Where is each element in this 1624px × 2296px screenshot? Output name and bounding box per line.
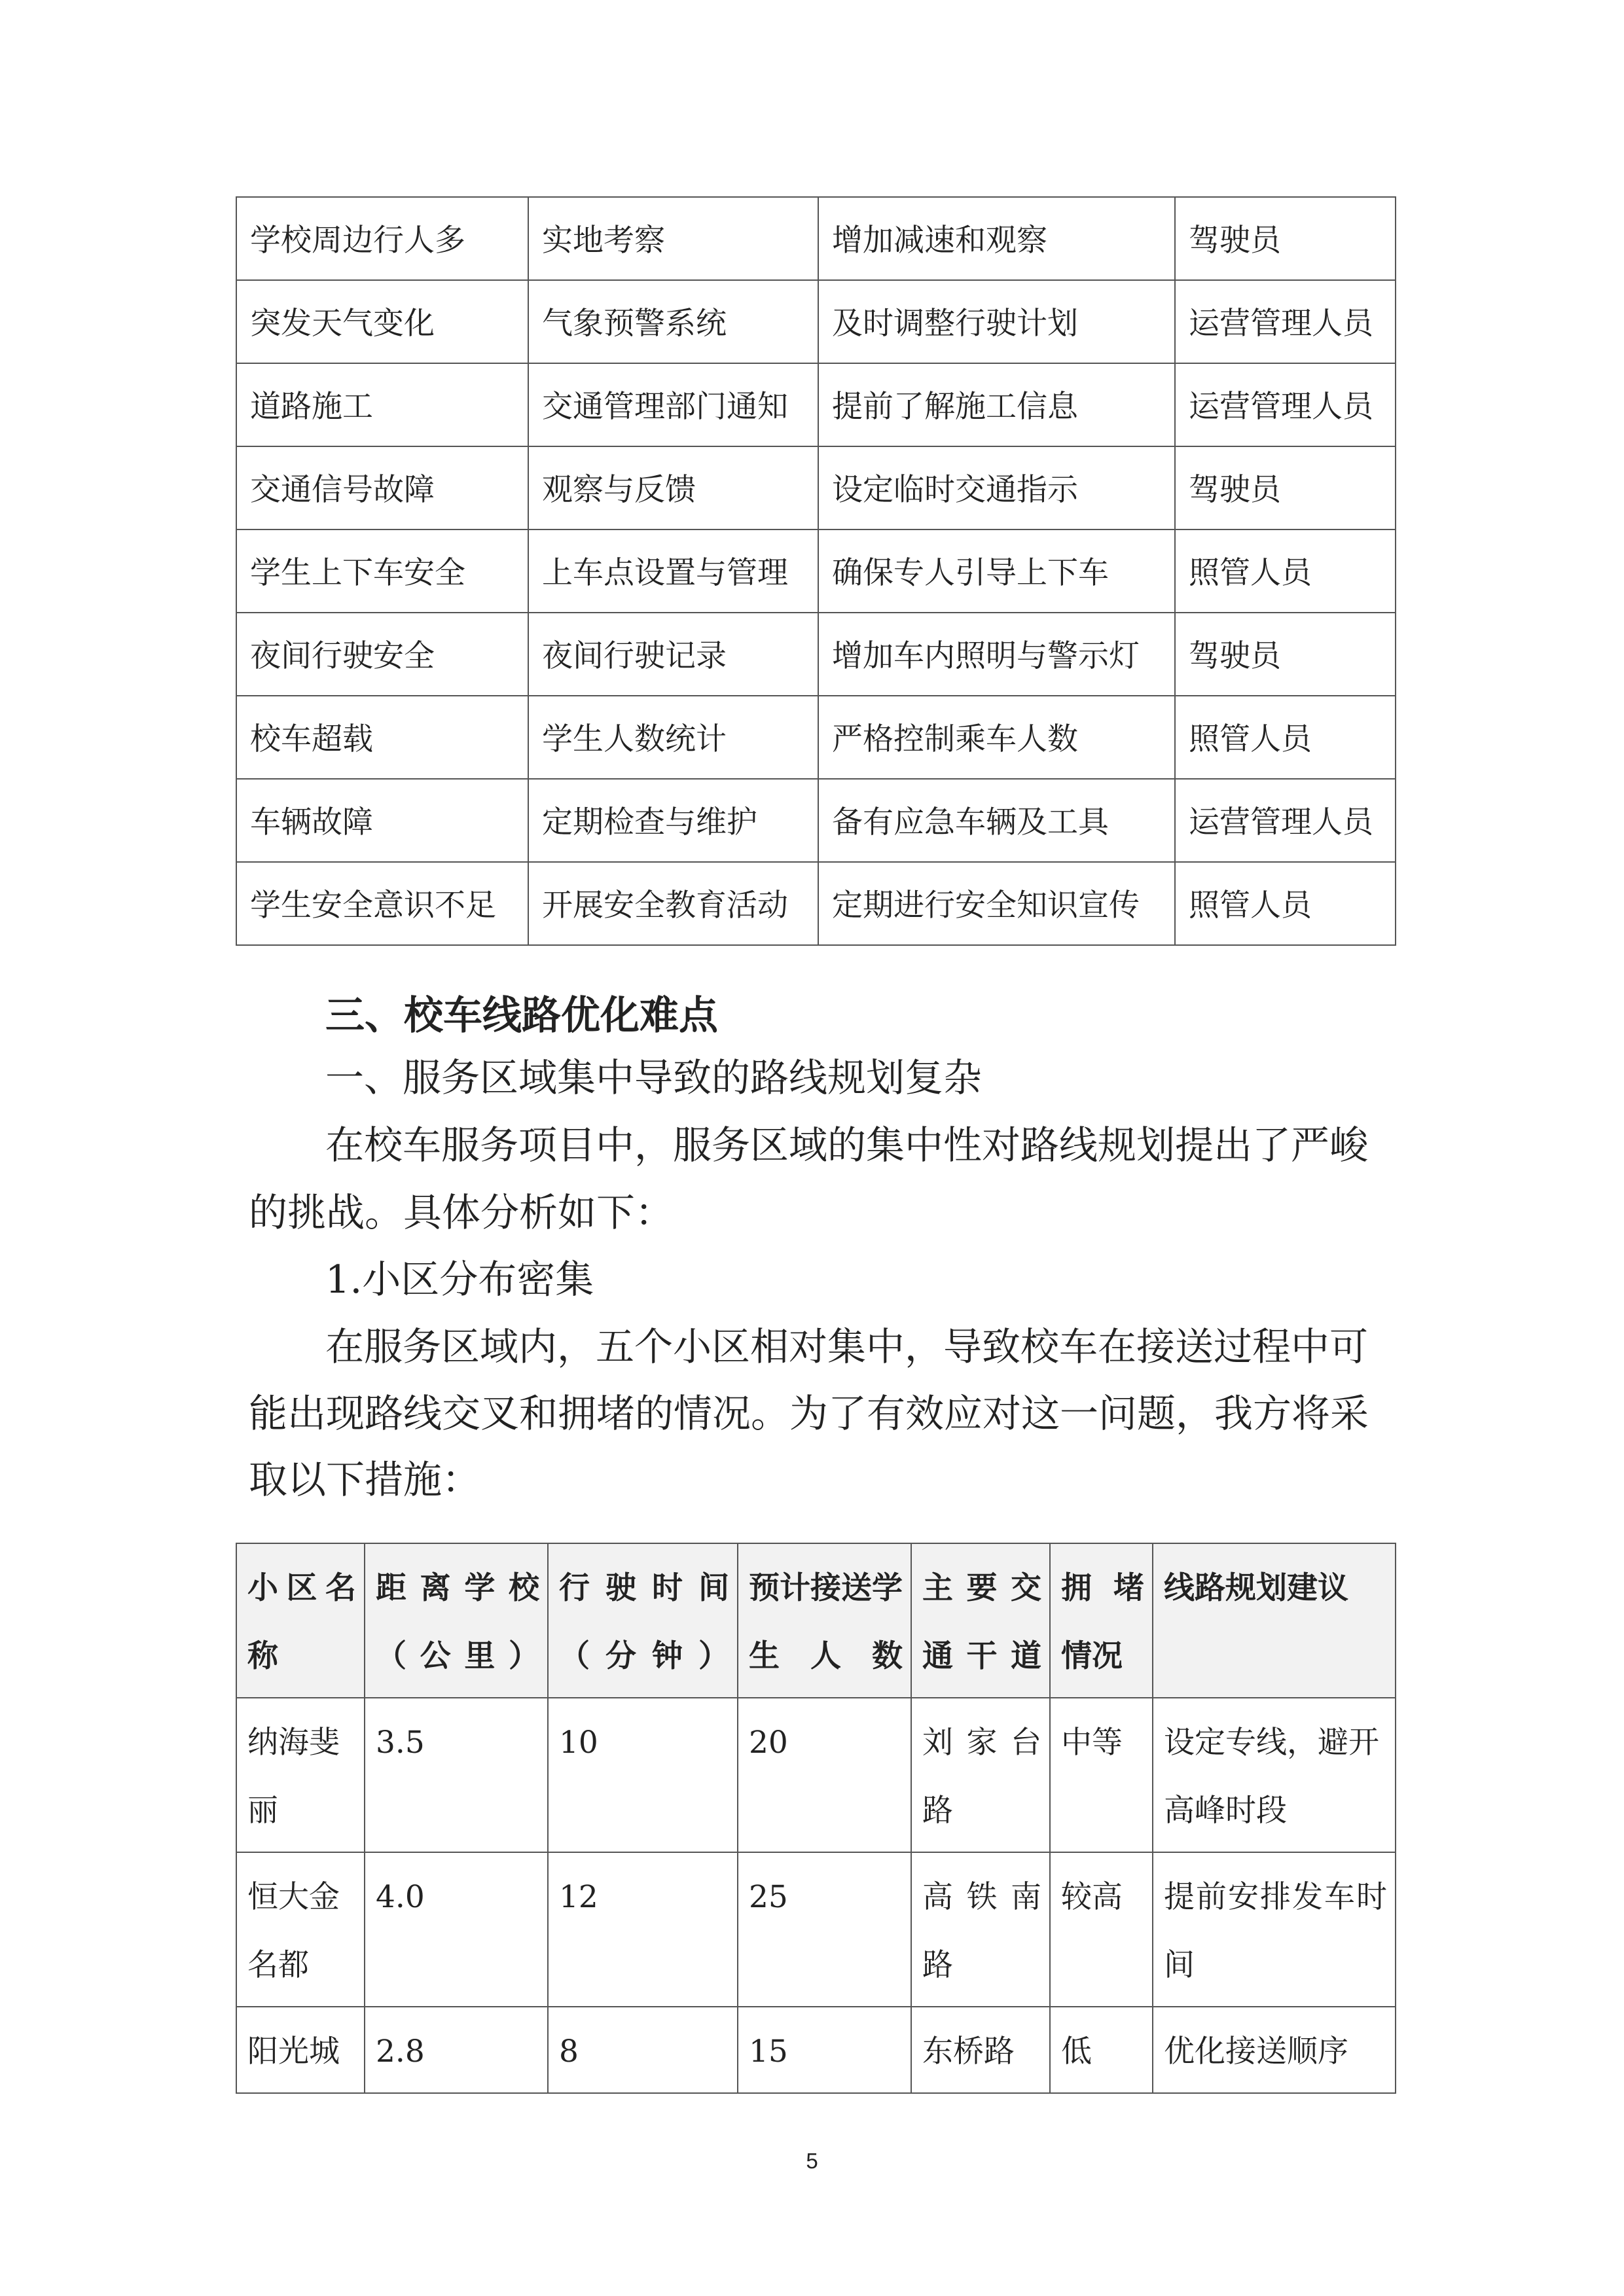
table-cell: 学校周边行人多 xyxy=(236,197,528,280)
column-header: 拥堵情况 xyxy=(1050,1543,1153,1698)
table-row xyxy=(236,1698,1396,1852)
table-cell: 夜间行驶安全 xyxy=(236,613,528,696)
table-cell: 3.5 xyxy=(365,1698,548,1852)
table-cell: 突发天气变化 xyxy=(236,280,528,363)
table-cell: 定期进行安全知识宣传 xyxy=(818,862,1175,945)
table-cell: 纳海斐丽 xyxy=(236,1698,365,1852)
risk-measures-table xyxy=(236,196,1396,946)
table-cell: 驾驶员 xyxy=(1175,446,1396,529)
column-header: 行驶时间（分钟） xyxy=(548,1543,738,1698)
table-row xyxy=(236,446,1396,529)
table-cell: 观察与反馈 xyxy=(528,446,818,529)
list-item-1: 1.小区分布密集 xyxy=(325,1257,594,1302)
table-cell: 照管人员 xyxy=(1175,862,1396,945)
paragraph-2-line-3: 取以下措施： xyxy=(249,1457,481,1502)
table-header-row xyxy=(236,1543,1396,1698)
table-cell: 增加减速和观察 xyxy=(818,197,1175,280)
table-cell: 学生上下车安全 xyxy=(236,529,528,613)
paragraph-1-line-1: 在校车服务项目中，服务区域的集中性对路线规划提出了严峻 xyxy=(325,1122,1369,1168)
table-cell: 较高 xyxy=(1050,1852,1153,2007)
table-cell: 东桥路 xyxy=(911,2007,1050,2093)
paragraph-1-line-2: 的挑战。具体分析如下： xyxy=(249,1190,674,1235)
table-cell: 20 xyxy=(738,1698,911,1852)
table-cell: 高铁南路 xyxy=(911,1852,1050,2007)
table-row xyxy=(236,197,1396,280)
table-cell: 照管人员 xyxy=(1175,529,1396,613)
table-cell: 交通信号故障 xyxy=(236,446,528,529)
table-cell: 定期检查与维护 xyxy=(528,779,818,862)
table-cell: 及时调整行驶计划 xyxy=(818,280,1175,363)
table-cell: 学生安全意识不足 xyxy=(236,862,528,945)
column-header: 线路规划建议 xyxy=(1153,1543,1396,1698)
subsection-title: 一、服务区域集中导致的路线规划复杂 xyxy=(325,1055,983,1100)
table-cell: 低 xyxy=(1050,2007,1153,2093)
table-row xyxy=(236,529,1396,613)
table-cell: 照管人员 xyxy=(1175,696,1396,779)
table-cell: 刘家台路 xyxy=(911,1698,1050,1852)
table-cell: 提前了解施工信息 xyxy=(818,363,1175,446)
table-cell: 恒大金名都 xyxy=(236,1852,365,2007)
table-cell: 2.8 xyxy=(365,2007,548,2093)
table-cell: 优化接送顺序 xyxy=(1153,2007,1396,2093)
table-cell: 实地考察 xyxy=(528,197,818,280)
table-cell: 开展安全教育活动 xyxy=(528,862,818,945)
table-row xyxy=(236,280,1396,363)
section-title: 三、校车线路优化难点 xyxy=(325,993,718,1039)
table-cell: 严格控制乘车人数 xyxy=(818,696,1175,779)
table-cell: 设定临时交通指示 xyxy=(818,446,1175,529)
table-row xyxy=(236,696,1396,779)
table-cell: 车辆故障 xyxy=(236,779,528,862)
table-cell: 25 xyxy=(738,1852,911,2007)
table-cell: 备有应急车辆及工具 xyxy=(818,779,1175,862)
table-cell: 设定专线，避开高峰时段 xyxy=(1153,1698,1396,1852)
table-cell: 学生人数统计 xyxy=(528,696,818,779)
column-header: 距离学校（公里） xyxy=(365,1543,548,1698)
table-cell: 10 xyxy=(548,1698,738,1852)
table-cell: 8 xyxy=(548,2007,738,2093)
table-cell: 道路施工 xyxy=(236,363,528,446)
column-header: 预计接送学生人数 xyxy=(738,1543,911,1698)
table-cell: 交通管理部门通知 xyxy=(528,363,818,446)
table-cell: 驾驶员 xyxy=(1175,613,1396,696)
table-cell: 校车超载 xyxy=(236,696,528,779)
paragraph-2-line-2: 能出现路线交叉和拥堵的情况。为了有效应对这一问题，我方将采 xyxy=(249,1391,1369,1436)
table-cell: 确保专人引导上下车 xyxy=(818,529,1175,613)
paragraph-2-line-1: 在服务区域内，五个小区相对集中，导致校车在接送过程中可 xyxy=(325,1324,1369,1369)
route-planning-table xyxy=(236,1543,1396,2094)
page-number: 5 xyxy=(806,2149,818,2173)
column-header: 主要交通干道 xyxy=(911,1543,1050,1698)
table-cell: 运营管理人员 xyxy=(1175,779,1396,862)
table-cell: 提前安排发车时间 xyxy=(1153,1852,1396,2007)
table-cell: 上车点设置与管理 xyxy=(528,529,818,613)
table-row xyxy=(236,862,1396,945)
column-header: 小区名称 xyxy=(236,1543,365,1698)
table-cell: 增加车内照明与警示灯 xyxy=(818,613,1175,696)
table-row xyxy=(236,613,1396,696)
table-cell: 夜间行驶记录 xyxy=(528,613,818,696)
table-cell: 运营管理人员 xyxy=(1175,363,1396,446)
table-cell: 4.0 xyxy=(365,1852,548,2007)
table-cell: 中等 xyxy=(1050,1698,1153,1852)
table-row xyxy=(236,779,1396,862)
table-cell: 运营管理人员 xyxy=(1175,280,1396,363)
table-cell: 12 xyxy=(548,1852,738,2007)
table-cell: 气象预警系统 xyxy=(528,280,818,363)
table-row xyxy=(236,363,1396,446)
table-cell: 15 xyxy=(738,2007,911,2093)
table-cell: 阳光城 xyxy=(236,2007,365,2093)
table-row xyxy=(236,1852,1396,2007)
table-row xyxy=(236,2007,1396,2093)
table-cell: 驾驶员 xyxy=(1175,197,1396,280)
